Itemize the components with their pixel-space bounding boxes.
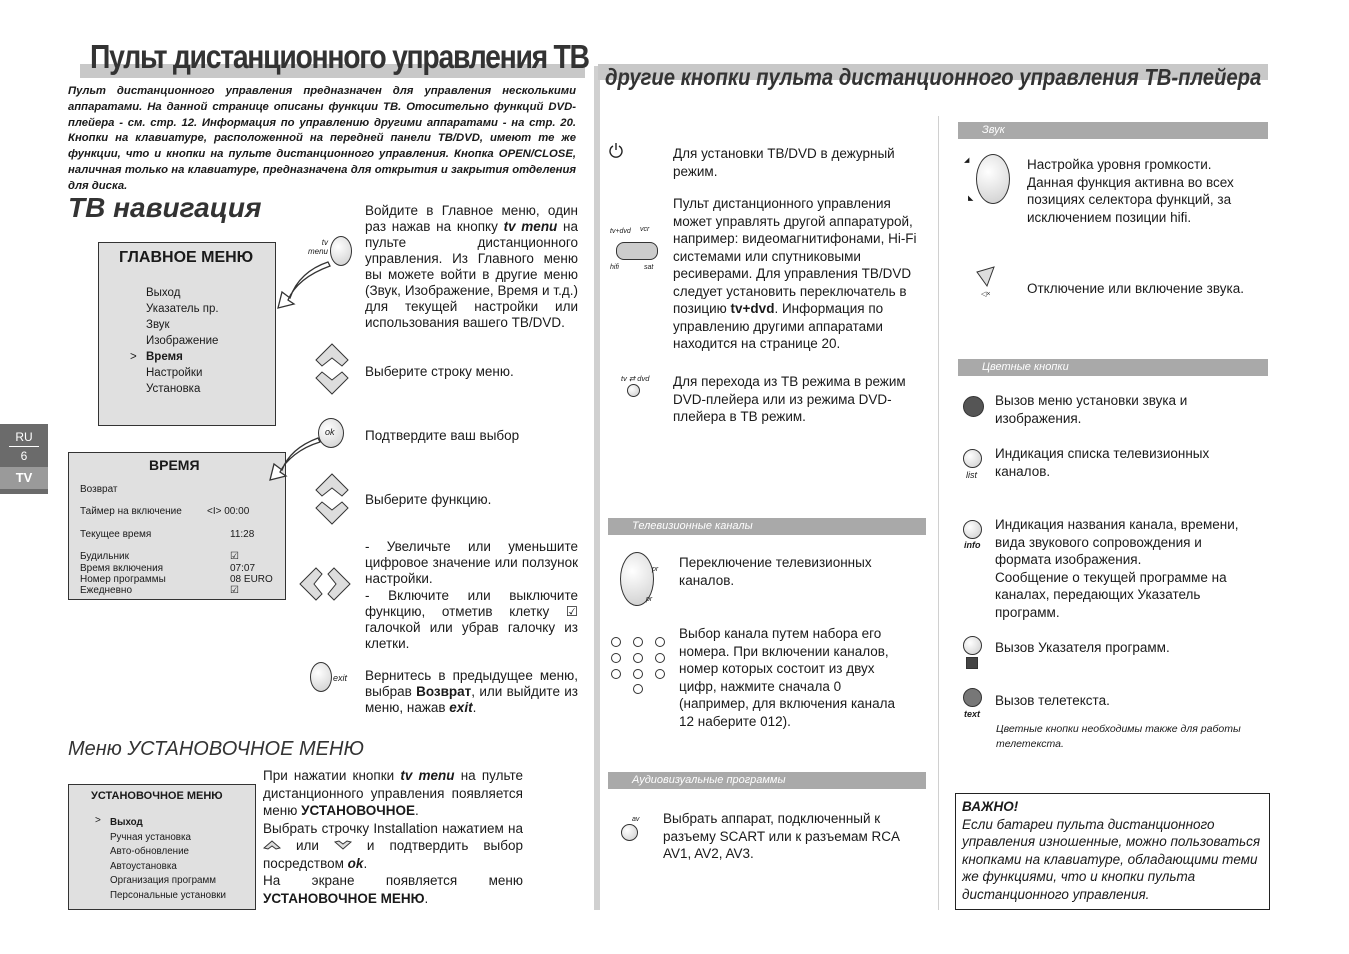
list-button[interactable] <box>963 449 982 468</box>
setup-menu-item-exit[interactable]: Выход <box>110 817 143 828</box>
tv-menu-button[interactable] <box>330 236 352 266</box>
column-divider <box>938 116 939 910</box>
setup-menu-item-manual[interactable]: Ручная установка <box>110 831 191 843</box>
nav-step-confirm: Подтвердите ваш выбор <box>365 428 520 443</box>
main-menu-item-install[interactable]: Установка <box>146 383 201 395</box>
setup-menu-item-organize[interactable]: Организация программ <box>110 875 216 887</box>
main-menu-item-exit[interactable]: Выход <box>146 287 181 299</box>
intro-text: Пульт дистанционного управления предназначен для управления несколькими аппаратами. На данной странице описаны функции ТВ. Отосительно функций DVD-плейера - см. стр. 12. Информация по управлению другими аппаратами - на стр. 20. Кнопки на клавиатуре, расположенной на передней панели ТВ/DVD, имеют те же функции, что и кнопки на пульте дистанционного управления. Кнопка OPEN/CLOSE, наличная только на клавиатуре, предназначена для открытия и закрытия отделения для диска. <box>68 85 576 192</box>
important-box <box>955 793 1270 910</box>
power-icon[interactable] <box>608 142 624 158</box>
tv-dvd-switch-label: tv ⇄ dvd <box>621 374 650 383</box>
nav-step-back: Вернитесь в предыдущее меню, выбрав Возврат, или выйдите из меню, нажав exit. <box>365 668 578 715</box>
av-text: Выбрать аппарат, подключенный к разъему SCART или к разъемам RCA AV1, AV2, AV3. <box>663 811 900 861</box>
time-menu-ontime-value: 07:07 <box>230 563 256 574</box>
page-divider <box>594 66 600 910</box>
volume-text: Настройка уровня громкости. Данная функция активна во всех позициях селектора функций, за исключением позиции hifi. <box>1027 157 1234 225</box>
time-menu-alarm-label[interactable]: Будильник <box>80 551 129 562</box>
color-bar: Цветные кнопки <box>958 359 1268 376</box>
text-button[interactable] <box>963 688 982 707</box>
important-body: Если батареи пульта дистанционного управления изношенные, можно пользоваться кнопками на клавиатуре, обладающими теми же функциями, что и кнопки пульта дистанционного управления. <box>962 816 1261 902</box>
tv-dvd-switch-button[interactable] <box>627 384 640 397</box>
time-menu-box <box>68 452 286 600</box>
time-menu-title: ВРЕМЯ <box>149 457 200 473</box>
channels-switch-text: Переключение телевизионных каналов. <box>679 555 872 588</box>
numeric-keypad-icon[interactable] <box>606 630 670 694</box>
nav-heading: ТВ навигация <box>68 192 262 223</box>
volume-up-icon: ◢ <box>964 157 970 164</box>
nav-step-select-function: Выберите функцию. <box>365 492 492 507</box>
main-menu-item-picture[interactable]: Изображение <box>146 335 219 347</box>
tv-menu-button-label: tv menu <box>307 238 328 256</box>
guide-icon <box>966 657 978 669</box>
selector-switch[interactable]: tv+dvd vcr hifi sat <box>608 228 660 274</box>
up-down-buttons-icon[interactable] <box>312 470 352 528</box>
time-menu-daily-checkbox[interactable]: ☑ <box>230 585 239 596</box>
setup-heading: Меню УСТАНОВОЧНОЕ МЕНЮ <box>68 738 364 760</box>
mute-button-icon[interactable] <box>974 264 1000 300</box>
av-button[interactable] <box>621 824 638 841</box>
sound-bar: Звук <box>958 122 1268 139</box>
exit-button-label: exit <box>333 673 348 683</box>
setup-menu-list <box>110 816 226 904</box>
svg-text:◁×: ◁× <box>981 291 991 298</box>
color-menu-text: Вызов меню установки звука и изображения. <box>995 393 1188 426</box>
main-menu-item-guide[interactable]: Указатель пр. <box>146 303 219 315</box>
mute-text: Отключение или включение звука. <box>1027 281 1244 296</box>
guide-text: Вызов Указателя программ. <box>995 640 1170 655</box>
info-text: Индикация названия канала, времени, вида звукового сопровождения и формата изображения. Сообщение о текущей программе на каналах, передающих Указатель программ. <box>995 517 1239 620</box>
main-menu-item-sound[interactable]: Звук <box>146 319 170 331</box>
switch-text: Для перехода из ТВ режима в режим DVD-плейера или из режима DVD-плейера в ТВ режим. <box>673 374 906 424</box>
selector-text: Пульт дистанционного управления может управлять другой аппаратурой, например: видеомагнитифонами, Hi-Fi системами или спутниковыми ресиверами. Для управления ТВ/DVD следует установить переключатель в позицию tv+dvd. Информация по управлению другими аппаратами находится на странице 20. <box>673 196 917 351</box>
setup-menu-item-personal[interactable]: Персональные установки <box>110 889 227 901</box>
time-menu-prog-value: 08 EURO <box>230 574 273 585</box>
info-label: info <box>964 540 981 550</box>
pointer-arrow-icon <box>262 258 332 314</box>
side-tab-lang: RU <box>15 430 33 444</box>
main-menu-selected-marker: > <box>130 351 137 363</box>
nav-step-select-row: Выберите строку меню. <box>365 364 514 379</box>
side-tab <box>0 424 48 494</box>
info-button[interactable] <box>963 520 982 539</box>
channels-number-text: Выбор канала путем набора его номера. При включении каналов, номер которых состоит из двух цифр, нажмите сначала 0 (например, для включения канала 12 наберите 012). <box>679 626 896 729</box>
nav-intro: Войдите в Главное меню, один раз нажав на кнопку tv menu на пульте дистанционного управления. Из Главного меню вы можете войти в другие меню (Звук, Изображение, Время и т.д.) для текущей настройки или использования вашего ТВ/DVD. <box>365 203 578 330</box>
av-bar: Аудиовизуальные программы <box>608 772 926 789</box>
teletext-text: Вызов телетекста. <box>995 693 1110 708</box>
main-menu-item-settings[interactable]: Настройки <box>146 367 203 379</box>
main-menu-box <box>98 242 276 426</box>
side-tab-page: 6 <box>20 449 28 463</box>
list-label: list <box>966 470 977 480</box>
color-note: Цветные кнопки необходимы также для работы телетекста. <box>996 723 1241 750</box>
selector-slider[interactable] <box>616 242 658 260</box>
important-title: ВАЖНО! <box>962 799 1019 814</box>
page-title: Пульт дистанционного управления ТВ <box>90 38 589 75</box>
setup-menu-selected-marker: > <box>95 815 101 826</box>
time-menu-timer-value: <I> 00:00 <box>207 506 250 517</box>
setup-menu-title: УСТАНОВОЧНОЕ МЕНЮ <box>91 790 223 802</box>
left-right-buttons-icon[interactable] <box>296 564 354 604</box>
down-button-icon <box>334 840 352 850</box>
side-tab-section: TV <box>0 467 48 489</box>
main-menu-item-time[interactable]: Время <box>146 351 183 363</box>
exit-button[interactable] <box>310 662 332 692</box>
up-button-icon <box>263 840 281 850</box>
pr-up-label: pr <box>652 566 659 573</box>
pr-down-label: pr <box>646 596 653 603</box>
time-menu-timer-label[interactable]: Таймер на включение <box>80 506 182 517</box>
setup-menu-item-auto-install[interactable]: Автоустановка <box>110 860 177 872</box>
volume-down-icon: ◣ <box>968 195 974 202</box>
up-down-buttons-icon[interactable] <box>312 340 352 398</box>
volume-rocker[interactable] <box>976 154 1010 204</box>
setup-text: При нажатии кнопки tv menu на пульте дистанционного управления появляется меню УСТАНОВОЧНОЕ. Выбрать строчку Installation нажатием на или и подтвердить выбор посредством ok. На экране появляется меню УСТАНОВОЧНОЕ МЕНЮ. <box>263 768 524 906</box>
guide-button[interactable] <box>963 636 982 655</box>
time-menu-daily-label[interactable]: Ежедневно <box>80 585 133 596</box>
channels-bar: Телевизионные каналы <box>608 518 926 535</box>
time-menu-alarm-checkbox[interactable]: ☑ <box>230 551 239 562</box>
main-menu-title: ГЛАВНОЕ МЕНЮ <box>119 249 254 266</box>
nav-step-adjust: - Увеличьте или уменьшите цифровое значение или ползунок настройки. <box>365 539 578 586</box>
other-heading: другие кнопки пульта дистанционного управления ТВ-плейера <box>605 64 1262 90</box>
time-menu-back[interactable]: Возврат <box>80 484 118 495</box>
list-text: Индикация списка телевизионных каналов. <box>995 446 1210 479</box>
main-menu-list <box>146 285 219 397</box>
ok-button[interactable]: ok <box>318 418 344 448</box>
time-menu-ontime-label[interactable]: Время включения <box>80 563 164 574</box>
setup-menu-box <box>68 784 256 910</box>
color-menu-button[interactable] <box>963 396 984 417</box>
text-label: text <box>964 709 981 719</box>
time-menu-current-value: 11:28 <box>230 529 255 540</box>
standby-text: Для установки ТВ/DVD в дежурный режим. <box>673 146 895 179</box>
nav-step-toggle: - Включите или выключите функцию, отметив клетку ☑ галочкой или убрав галочку из клетки. <box>365 588 578 651</box>
time-menu-current-label[interactable]: Текущее время <box>80 529 152 540</box>
setup-menu-item-auto-update[interactable]: Авто-обновление <box>110 846 190 858</box>
av-label: av <box>632 816 640 823</box>
time-menu-prog-label[interactable]: Номер программы <box>80 574 166 585</box>
